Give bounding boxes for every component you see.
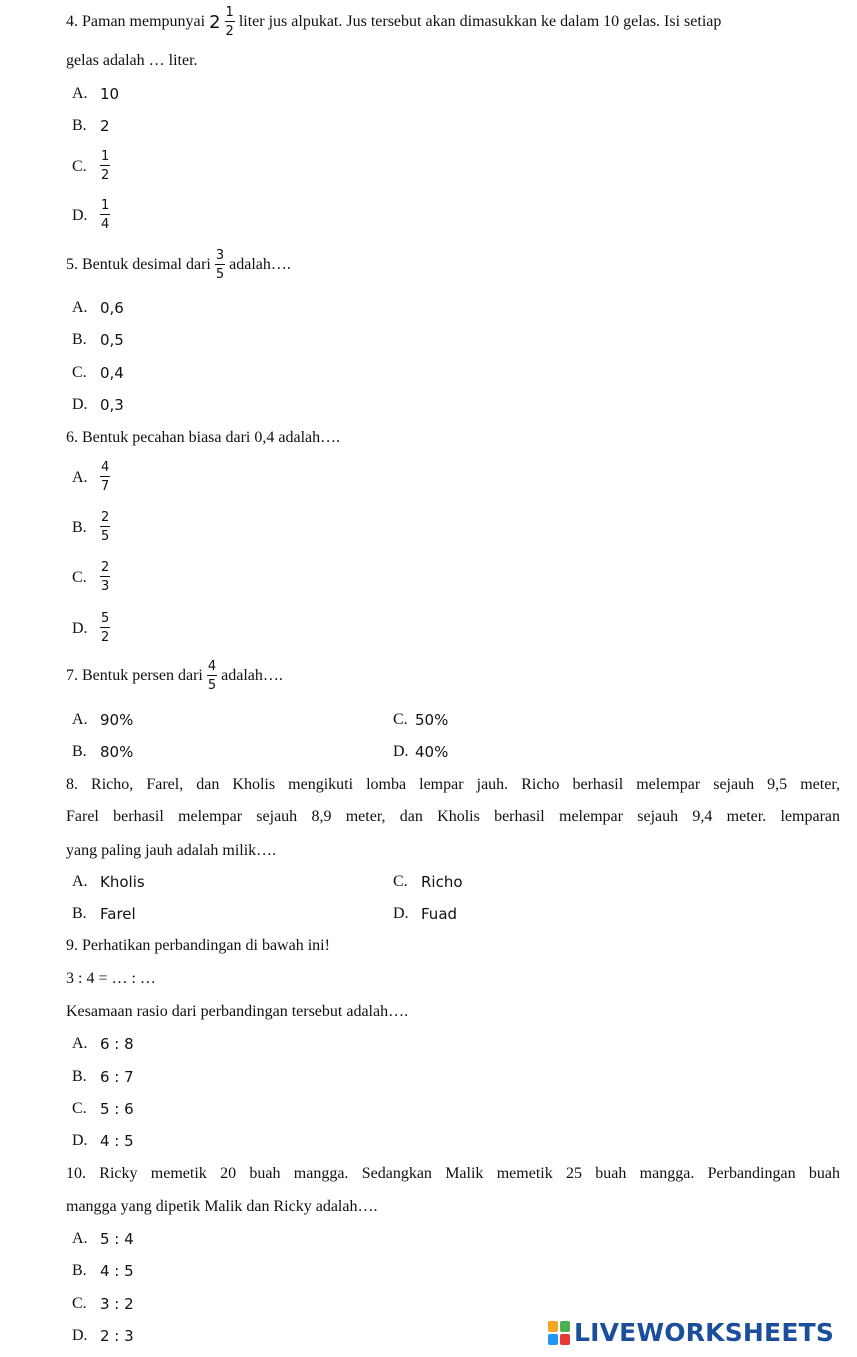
option-fraction: [100, 199, 110, 232]
logo-grid-icon: [548, 1321, 570, 1345]
option-value: 6 : 8: [100, 1035, 134, 1053]
fraction-denominator: 4: [101, 217, 110, 232]
q5-option-a[interactable]: [72, 299, 124, 317]
q4-text-before: 4. Paman mempunyai: [66, 13, 206, 31]
option-fraction: [100, 561, 110, 594]
q10-option-c[interactable]: [72, 1295, 134, 1313]
fraction-numerator: 4: [101, 460, 110, 475]
option-letter: D.: [72, 1327, 88, 1344]
option-letter: A.: [72, 468, 88, 486]
option-value: 90%: [100, 711, 134, 729]
q9-stem-line1: 9. Perhatikan perbandingan di bawah ini!: [66, 937, 330, 954]
option-letter: D.: [72, 396, 88, 413]
option-value: 2: [100, 117, 110, 135]
option-fraction: [100, 511, 110, 544]
q4-stem: [66, 6, 721, 39]
q8-stem-line2: Farel berhasil melempar sejauh 8,9 meter, dan Kholis berhasil melempar sejauh 9,4 meter. lemparan: [66, 808, 840, 825]
option-value: 6 : 7: [100, 1068, 134, 1086]
q8-stem-line3: yang paling jauh adalah milik….: [66, 842, 277, 859]
q7-option-c[interactable]: [393, 711, 448, 729]
option-value: 5 : 6: [100, 1100, 134, 1118]
q5-text-before: 5. Bentuk desimal dari: [66, 256, 211, 274]
logo-text: LIVEWORKSHEETS: [574, 1318, 835, 1347]
q5-stem: [66, 249, 291, 282]
fraction-numerator: 2: [101, 510, 110, 525]
option-letter: C.: [72, 568, 87, 586]
q6-option-c[interactable]: [72, 561, 110, 594]
q9-option-a[interactable]: [72, 1035, 134, 1053]
q4-option-d[interactable]: [72, 199, 110, 232]
logo-square-icon: [548, 1334, 558, 1345]
option-letter: A.: [72, 711, 88, 728]
option-letter: D.: [72, 619, 88, 637]
q5-option-b[interactable]: [72, 331, 124, 349]
q6-option-b[interactable]: [72, 511, 110, 544]
q8-option-d[interactable]: [393, 905, 457, 923]
option-letter: D.: [393, 905, 409, 922]
option-value: 2 : 3: [100, 1327, 134, 1345]
option-letter: A.: [72, 85, 88, 102]
fraction-numerator: 3: [215, 248, 225, 263]
q4-option-a[interactable]: [72, 85, 119, 103]
option-value: 0,6: [100, 299, 124, 317]
fraction-denominator: 7: [101, 479, 110, 494]
option-letter: B.: [72, 117, 87, 134]
q8-option-a[interactable]: [72, 873, 145, 891]
q4-mixed-fraction: [225, 6, 235, 39]
option-value: 80%: [100, 743, 134, 761]
fraction-denominator: 3: [101, 579, 110, 594]
q10-option-d[interactable]: [72, 1327, 134, 1345]
fraction-numerator: 1: [101, 198, 110, 213]
q4-option-b[interactable]: [72, 117, 110, 135]
logo-square-icon: [548, 1321, 558, 1332]
q6-option-d[interactable]: [72, 612, 110, 645]
option-value: 4 : 5: [100, 1132, 134, 1150]
fraction-numerator: 1: [225, 5, 234, 20]
fraction-denominator: 5: [101, 529, 110, 544]
fraction-numerator: 2: [101, 560, 110, 575]
q9-option-c[interactable]: [72, 1100, 134, 1118]
q10-stem-line1: 10. Ricky memetik 20 buah mangga. Sedangkan Malik memetik 25 buah mangga. Perbandingan buah: [66, 1165, 840, 1182]
fraction-denominator: 5: [215, 267, 225, 282]
option-letter: A.: [72, 1035, 88, 1052]
option-value: 0,4: [100, 364, 124, 382]
q7-option-a[interactable]: [72, 711, 133, 729]
option-letter: C.: [393, 873, 408, 890]
q5-option-c[interactable]: [72, 364, 124, 382]
option-fraction: [100, 461, 110, 494]
q6-option-a[interactable]: [72, 461, 110, 494]
option-letter: B.: [72, 1068, 87, 1085]
q5-fraction: [215, 249, 225, 282]
option-value: 40%: [415, 743, 449, 761]
fraction-denominator: 2: [225, 24, 234, 39]
option-fraction: [100, 150, 110, 183]
q8-option-c[interactable]: [393, 873, 463, 891]
q7-option-d[interactable]: [393, 743, 448, 761]
fraction-denominator: 2: [101, 630, 110, 645]
q7-option-b[interactable]: [72, 743, 133, 761]
option-value: 4 : 5: [100, 1262, 134, 1280]
q7-text-before: 7. Bentuk persen dari: [66, 667, 203, 685]
option-value: Farel: [100, 905, 136, 923]
logo-square-icon: [560, 1321, 570, 1332]
fraction-denominator: 2: [101, 168, 110, 183]
q10-option-a[interactable]: [72, 1230, 134, 1248]
q10-option-b[interactable]: [72, 1262, 134, 1280]
option-value: 5 : 4: [100, 1230, 134, 1248]
q9-stem-line3: Kesamaan rasio dari perbandingan tersebut adalah….: [66, 1003, 409, 1020]
option-letter: D.: [72, 1132, 88, 1149]
option-letter: B.: [72, 1262, 87, 1279]
option-letter: C.: [72, 1100, 87, 1117]
option-letter: B.: [72, 905, 87, 922]
q7-text-after: adalah….: [221, 667, 283, 685]
option-letter: C.: [72, 157, 87, 175]
logo-square-icon: [560, 1334, 570, 1345]
liveworksheets-logo: [548, 1318, 834, 1347]
option-fraction: [100, 612, 110, 645]
option-letter: C.: [72, 1295, 87, 1312]
option-letter: B.: [72, 331, 87, 348]
fraction-numerator: 1: [101, 149, 110, 164]
q7-stem: [66, 660, 283, 693]
q9-option-d[interactable]: [72, 1132, 134, 1150]
option-value: Richo: [421, 873, 463, 891]
q8-option-b[interactable]: [72, 905, 136, 923]
option-value: Kholis: [100, 873, 145, 891]
q7-fraction: [207, 660, 217, 693]
q9-option-b[interactable]: [72, 1068, 134, 1086]
option-value: 0,3: [100, 396, 124, 414]
q9-stem-line2: 3 : 4 = … : …: [66, 970, 156, 987]
q4-mixed-whole: 2: [209, 12, 221, 33]
q6-stem: 6. Bentuk pecahan biasa dari 0,4 adalah….: [66, 429, 341, 446]
q4-option-c[interactable]: [72, 150, 110, 183]
option-letter: A.: [72, 1230, 88, 1247]
fraction-numerator: 5: [101, 611, 110, 626]
option-letter: D.: [393, 743, 409, 760]
fraction-numerator: 4: [207, 659, 217, 674]
q4-text-after: liter jus alpukat. Jus tersebut akan dimasukkan ke dalam 10 gelas. Isi setiap: [238, 13, 722, 31]
q4-stem-line2: gelas adalah … liter.: [66, 52, 198, 69]
option-value: 10: [100, 85, 120, 103]
q8-stem-line1: 8. Richo, Farel, dan Kholis mengikuti lomba lempar jauh. Richo berhasil melempar sejauh 9,5 meter,: [66, 776, 840, 793]
option-value: 50%: [415, 711, 449, 729]
option-value: 3 : 2: [100, 1295, 134, 1313]
q5-option-d[interactable]: [72, 396, 124, 414]
option-letter: B.: [72, 518, 87, 536]
option-letter: A.: [72, 299, 88, 316]
option-letter: D.: [72, 206, 88, 224]
q5-text-after: adalah….: [229, 256, 291, 274]
option-letter: A.: [72, 873, 88, 890]
q10-stem-line2: mangga yang dipetik Malik dan Ricky adalah….: [66, 1198, 378, 1215]
option-value: Fuad: [421, 905, 458, 923]
option-letter: C.: [393, 711, 408, 728]
option-value: 0,5: [100, 331, 124, 349]
fraction-denominator: 5: [207, 678, 217, 693]
option-letter: B.: [72, 743, 87, 760]
option-letter: C.: [72, 364, 87, 381]
